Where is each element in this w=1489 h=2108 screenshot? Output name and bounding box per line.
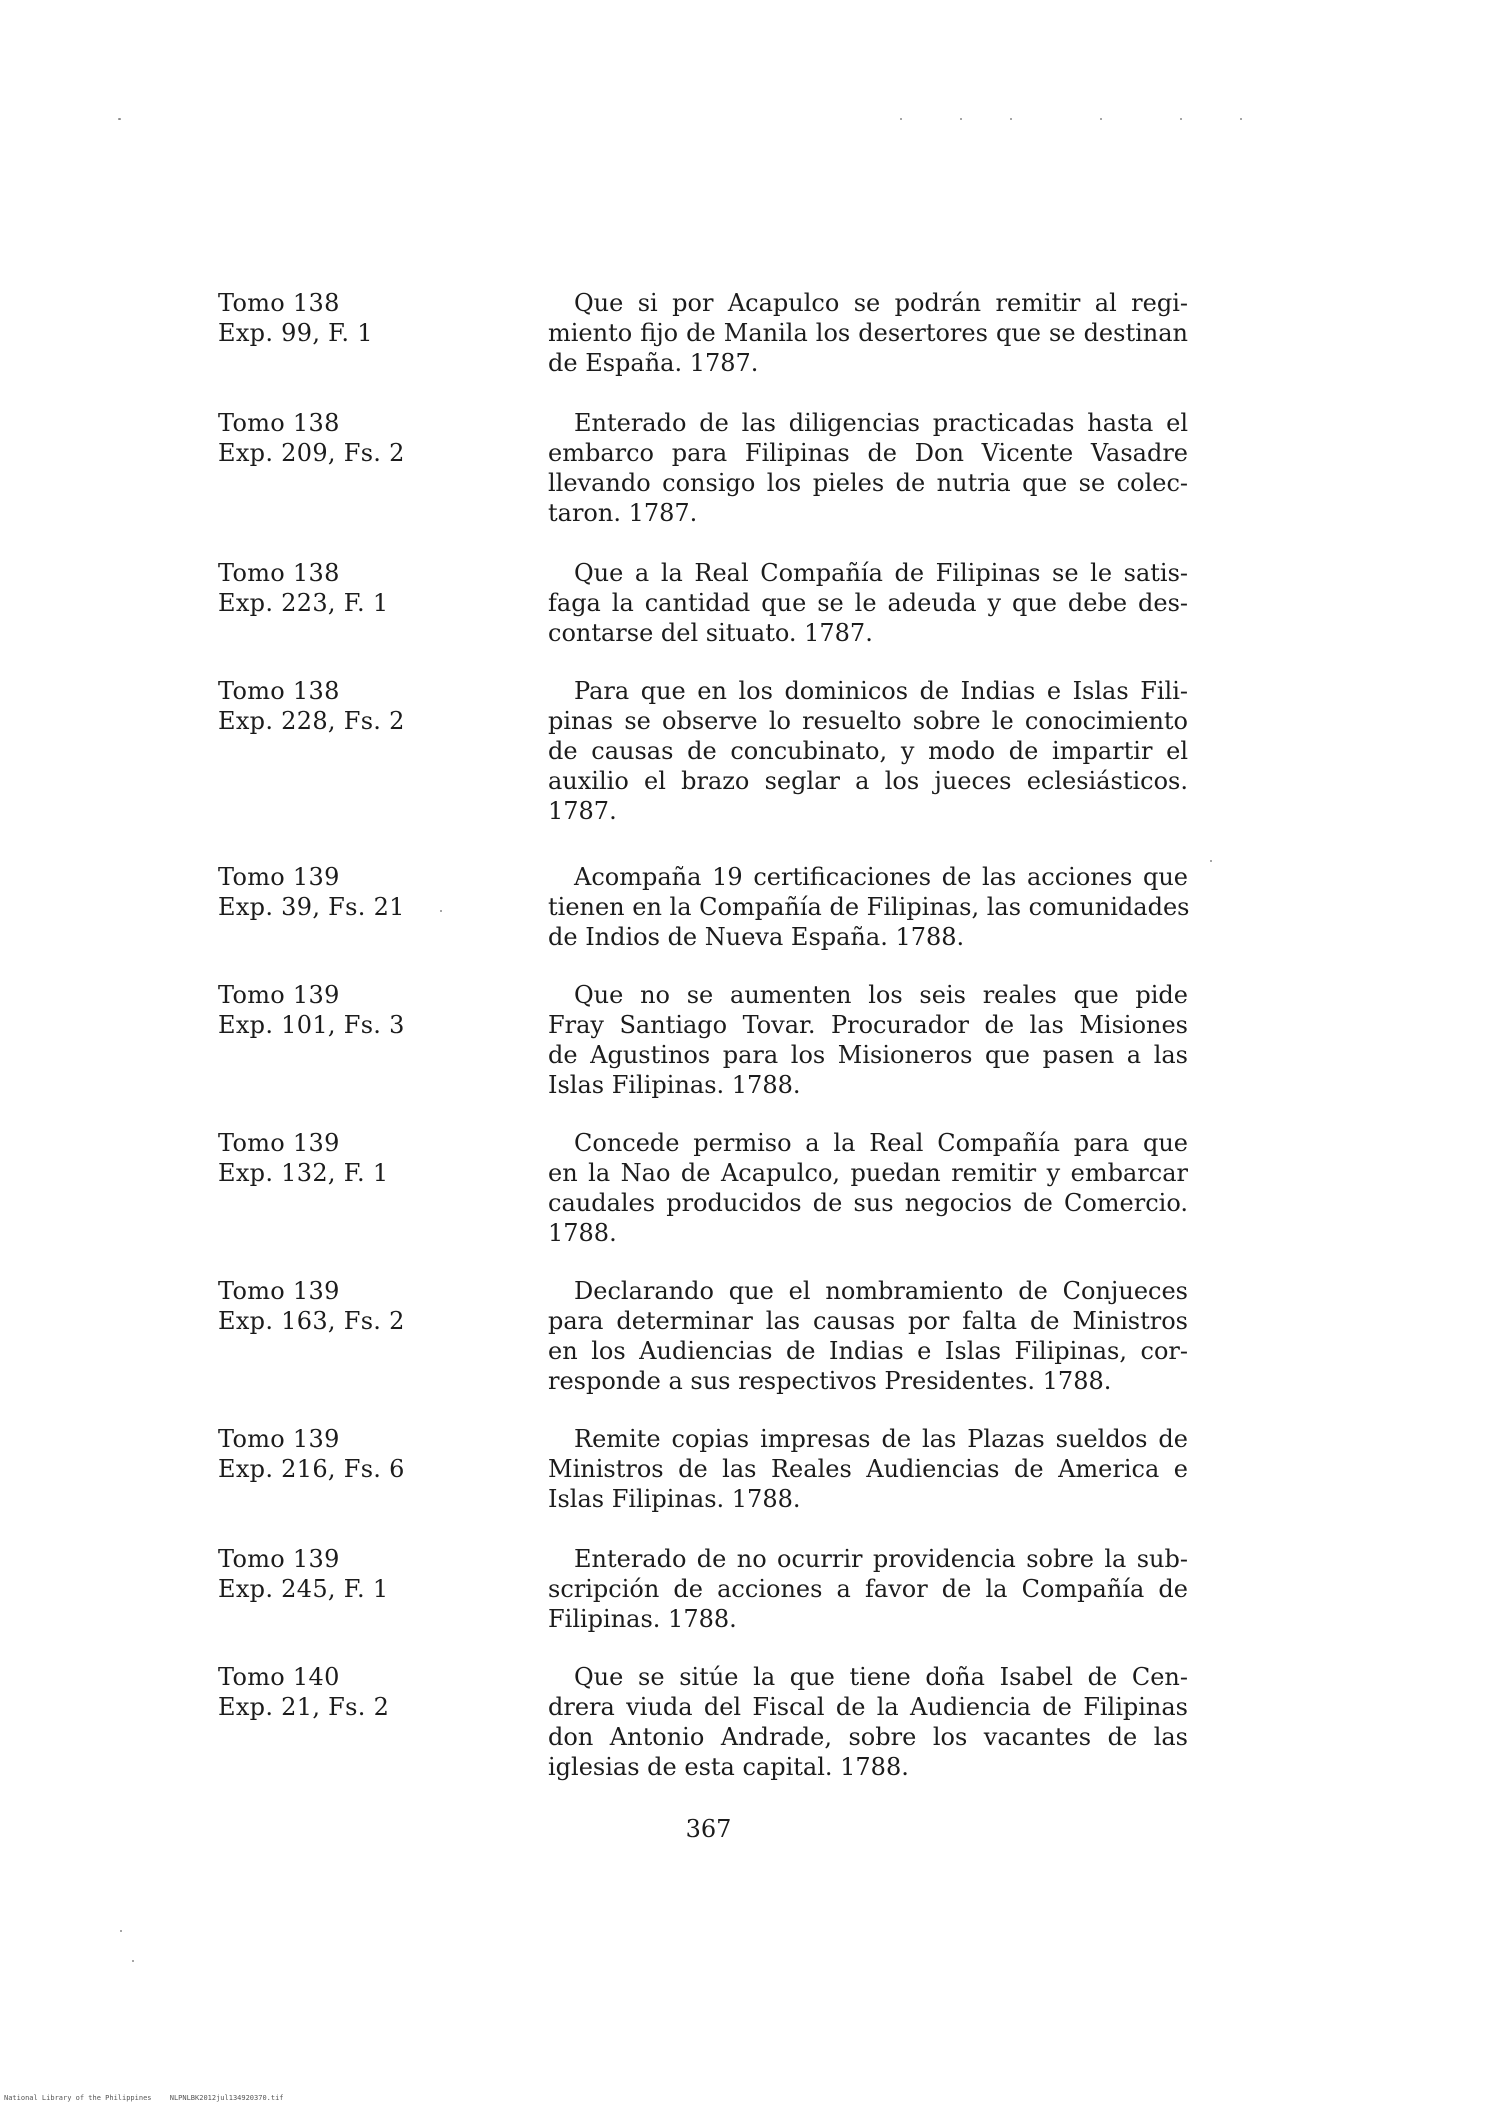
description-line: Islas Filipinas. 1788. — [548, 1485, 801, 1513]
description-line: para determinar las causas por falta de Ministros — [548, 1307, 1188, 1335]
description-line: Enterado de no ocurrir providencia sobre la sub- — [574, 1545, 1188, 1573]
entry-reference — [218, 558, 518, 618]
scan-speck — [1010, 118, 1012, 120]
tomo-label: Tomo 139 — [218, 1129, 340, 1157]
scan-speck — [900, 118, 902, 120]
expediente-label: Exp. 39, Fs. 21 — [218, 893, 405, 921]
scan-speck — [1100, 118, 1102, 120]
description-line: drera viuda del Fiscal de la Audiencia de Filipinas — [548, 1693, 1188, 1721]
footer-library: National Library of the Philippines — [4, 2094, 152, 2102]
description-line: responde a sus respectivos Presidentes. 1788. — [548, 1367, 1112, 1395]
scan-footer — [4, 2094, 284, 2102]
description-line: Ministros de las Reales Audiencias de America e — [548, 1455, 1188, 1483]
description-line: Concede permiso a la Real Compañía para que — [574, 1129, 1188, 1157]
description-line: caudales producidos de sus negocios de Comercio. — [548, 1189, 1188, 1217]
description-line: en la Nao de Acapulco, puedan remitir y embarcar — [548, 1159, 1188, 1187]
entry-description — [548, 980, 1188, 1100]
description-line: faga la cantidad que se le adeuda y que debe des- — [548, 589, 1188, 617]
description-line: contarse del situato. 1787. — [548, 619, 873, 647]
entry-description — [548, 1544, 1188, 1634]
entry-description — [548, 1276, 1188, 1396]
tomo-label: Tomo 138 — [218, 559, 340, 587]
tomo-label: Tomo 139 — [218, 1545, 340, 1573]
description-line: Remite copias impresas de las Plazas sueldos de — [574, 1425, 1188, 1453]
entry-reference — [218, 862, 518, 922]
description-line: Que se sitúe la que tiene doña Isabel de Cen- — [574, 1663, 1188, 1691]
expediente-label: Exp. 245, F. 1 — [218, 1575, 389, 1603]
entry-reference — [218, 408, 518, 468]
description-line: Acompaña 19 certificaciones de las acciones que — [574, 863, 1188, 891]
tomo-label: Tomo 138 — [218, 677, 340, 705]
entry-description — [548, 1128, 1188, 1248]
description-line: llevando consigo los pieles de nutria que se colec- — [548, 469, 1188, 497]
description-line: don Antonio Andrade, sobre los vacantes de las — [548, 1723, 1188, 1751]
description-line: Declarando que el nombramiento de Conjueces — [574, 1277, 1188, 1305]
entry-reference — [218, 676, 518, 736]
description-line: miento fijo de Manila los desertores que se destinan — [548, 319, 1188, 347]
tomo-label: Tomo 138 — [218, 409, 340, 437]
description-line: Que no se aumenten los seis reales que pide — [574, 981, 1188, 1009]
expediente-label: Exp. 99, F. 1 — [218, 319, 373, 347]
description-line: de Indios de Nueva España. 1788. — [548, 923, 965, 951]
description-line: 1787. — [548, 797, 617, 825]
description-line: de España. 1787. — [548, 349, 759, 377]
description-line: de causas de concubinato, y modo de impartir el — [548, 737, 1188, 765]
scan-speck — [1240, 118, 1242, 120]
expediente-label: Exp. 21, Fs. 2 — [218, 1693, 390, 1721]
entry-reference — [218, 980, 518, 1040]
page-number-text: 367 — [685, 1815, 732, 1843]
scan-speck — [1180, 118, 1182, 120]
tomo-label: Tomo 140 — [218, 1663, 340, 1691]
scan-speck — [118, 118, 121, 120]
tomo-label: Tomo 139 — [218, 1277, 340, 1305]
expediente-label: Exp. 101, Fs. 3 — [218, 1011, 405, 1039]
description-line: Islas Filipinas. 1788. — [548, 1071, 801, 1099]
expediente-label: Exp. 163, Fs. 2 — [218, 1307, 405, 1335]
footer-file: NLPNLBK2012jul134920370.tif — [169, 2094, 284, 2102]
scan-speck — [440, 910, 442, 912]
expediente-label: Exp. 209, Fs. 2 — [218, 439, 405, 467]
description-line: tienen en la Compañía de Filipinas, las comunidades — [548, 893, 1190, 921]
entry-description — [548, 1424, 1188, 1514]
entry-description — [548, 408, 1188, 528]
entry-reference — [218, 288, 518, 348]
description-line: 1788. — [548, 1219, 617, 1247]
expediente-label: Exp. 223, F. 1 — [218, 589, 389, 617]
entry-reference — [218, 1276, 518, 1336]
description-line: Enterado de las diligencias practicadas hasta el — [574, 409, 1188, 437]
description-line: de Agustinos para los Misioneros que pasen a las — [548, 1041, 1188, 1069]
scan-speck — [120, 1930, 122, 1932]
scan-speck — [1210, 860, 1212, 862]
tomo-label: Tomo 138 — [218, 289, 340, 317]
description-line: Que a la Real Compañía de Filipinas se le satis- — [574, 559, 1188, 587]
description-line: Para que en los dominicos de Indias e Islas Fili- — [574, 677, 1188, 705]
entry-reference — [218, 1662, 518, 1722]
entry-description — [548, 1662, 1188, 1782]
page-number — [0, 1815, 1489, 1843]
description-line: embarco para Filipinas de Don Vicente Vasadre — [548, 439, 1188, 467]
scan-speck — [132, 1960, 134, 1962]
description-line: scripción de acciones a favor de la Compañía de — [548, 1575, 1188, 1603]
scan-speck — [960, 118, 962, 120]
expediente-label: Exp. 132, F. 1 — [218, 1159, 389, 1187]
description-line: iglesias de esta capital. 1788. — [548, 1753, 909, 1781]
description-line: auxilio el brazo seglar a los jueces eclesiásticos. — [548, 767, 1188, 795]
description-line: en los Audiencias de Indias e Islas Filipinas, cor- — [548, 1337, 1188, 1365]
entry-description — [548, 676, 1188, 826]
tomo-label: Tomo 139 — [218, 863, 340, 891]
tomo-label: Tomo 139 — [218, 1425, 340, 1453]
expediente-label: Exp. 228, Fs. 2 — [218, 707, 405, 735]
entry-reference — [218, 1128, 518, 1188]
entry-reference — [218, 1544, 518, 1604]
entry-description — [548, 288, 1188, 378]
description-line: Fray Santiago Tovar. Procurador de las Misiones — [548, 1011, 1188, 1039]
description-line: Filipinas. 1788. — [548, 1605, 737, 1633]
description-line: pinas se observe lo resuelto sobre le conocimiento — [548, 707, 1188, 735]
entry-description — [548, 558, 1188, 648]
description-line: Que si por Acapulco se podrán remitir al regi- — [574, 289, 1188, 317]
entry-description — [548, 862, 1188, 952]
expediente-label: Exp. 216, Fs. 6 — [218, 1455, 405, 1483]
entry-reference — [218, 1424, 518, 1484]
description-line: taron. 1787. — [548, 499, 698, 527]
tomo-label: Tomo 139 — [218, 981, 340, 1009]
